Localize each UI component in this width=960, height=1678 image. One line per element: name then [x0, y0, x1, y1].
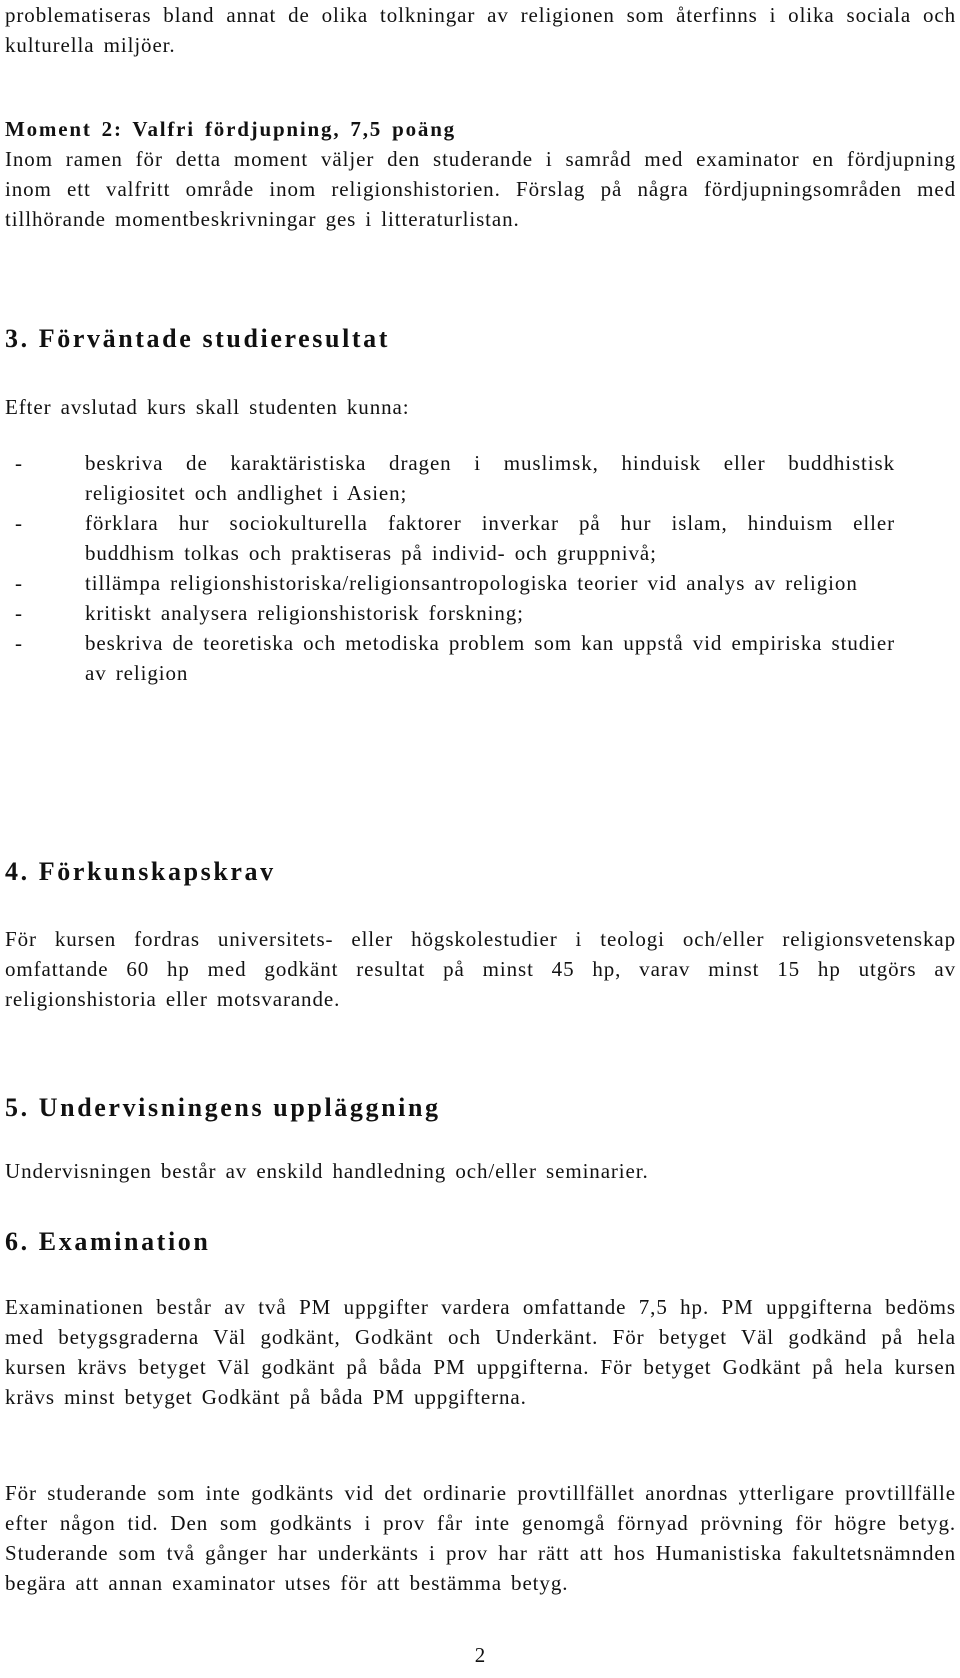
outcome-text: beskriva de teoretiska och metodiska problem som kan uppstå vid empiriska studier av religion [85, 631, 895, 685]
list-dash: - [15, 451, 23, 475]
learning-outcomes-list [5, 448, 895, 688]
section5-heading: 5. Undervisningens uppläggning [5, 1093, 441, 1122]
moment2-title: Moment 2: Valfri fördjupning, 7,5 poäng [5, 117, 456, 141]
list-item [5, 568, 895, 598]
section3-heading: 3. Förväntade studieresultat [5, 324, 391, 353]
section4-heading: 4. Förkunskapskrav [5, 857, 276, 886]
list-dash: - [15, 511, 23, 535]
outcome-text: beskriva de karaktäristiska dragen i muslimsk, hinduisk eller buddhistisk religiositet och andlighet i Asien; [85, 451, 895, 505]
section6-paragraph-1: Examinationen består av två PM uppgifter vardera omfattande 7,5 hp. PM uppgifterna bedöms med betygsgraderna Väl godkänt, Godkänt och Underkänt. För betyget Väl godkänd på hela kursen krävs betyget Väl godkänt på båda PM uppgifterna. För betyget Godkänt på hela kursen krävs minst betyget Godkänt på båda PM uppgifterna. [5, 1295, 956, 1409]
list-dash: - [15, 601, 23, 625]
list-item [5, 598, 895, 628]
list-item [5, 508, 895, 568]
section4-text: För kursen fordras universitets- eller högskolestudier i teologi och/eller religionsvetenskap omfattande 60 hp med godkänt resultat på minst 45 hp, varav minst 15 hp utgörs av religionshistoria eller motsvarande. [5, 927, 956, 1011]
page-number: 2 [474, 1643, 486, 1667]
list-dash: - [15, 631, 23, 655]
list-dash: - [15, 571, 23, 595]
section3-intro: Efter avslutad kurs skall studenten kunna: [5, 395, 410, 419]
list-item [5, 448, 895, 508]
section5-text: Undervisningen består av enskild handledning och/eller seminarier. [5, 1159, 649, 1183]
outcome-text: tillämpa religionshistoriska/religionsantropologiska teorier vid analys av religion [85, 571, 858, 595]
list-item [5, 628, 895, 688]
section6-paragraph-2: För studerande som inte godkänts vid det ordinarie provtillfället anordnas ytterligare provtillfälle efter någon tid. Den som godkänts i prov får inte genomgå förnyad prövning för högre betyg. Studerande som två gånger har underkänts i prov har rätt att hos Humanistiska fakultetsnämnden begära att annan examinator utses för att bestämma betyg. [5, 1481, 956, 1595]
outcome-text: kritiskt analysera religionshistorisk forskning; [85, 601, 524, 625]
outcome-text: förklara hur sociokulturella faktorer inverkar på hur islam, hinduism eller buddhism tolkas och praktiseras på individ- och gruppnivå; [85, 511, 895, 565]
intro-continuation: problematiseras bland annat de olika tolkningar av religionen som återfinns i olika sociala och kulturella miljöer. [5, 3, 956, 57]
moment2-text: Inom ramen för detta moment väljer den studerande i samråd med examinator en fördjupning inom ett valfritt område inom religionshistorien. Förslag på några fördjupningsområden med tillhörande momentbeskrivningar ges i litteraturlistan. [5, 147, 956, 231]
moment2-block [5, 114, 956, 234]
section6-heading: 6. Examination [5, 1227, 211, 1256]
